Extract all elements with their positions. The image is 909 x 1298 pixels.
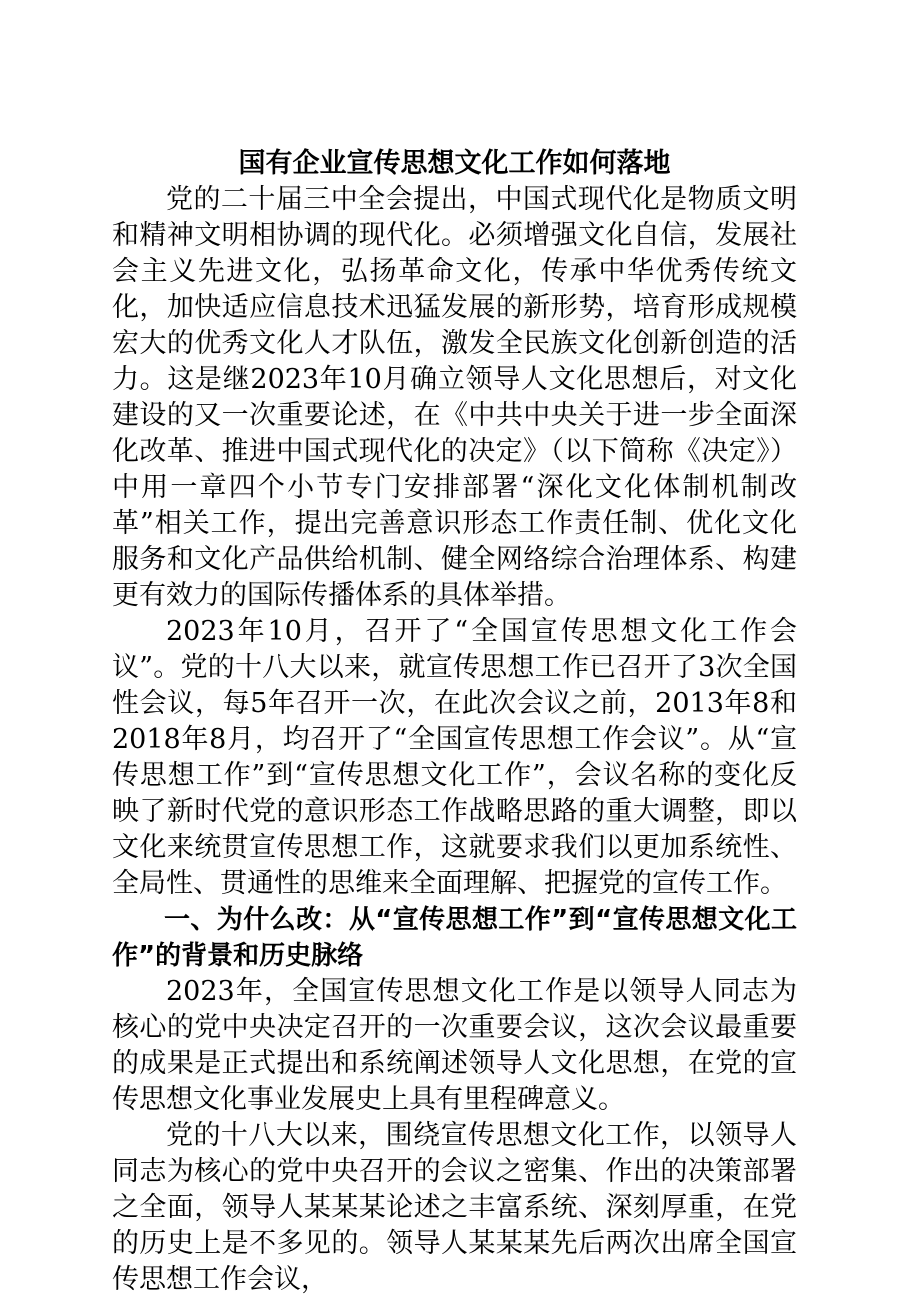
document-body	[112, 182, 797, 1298]
paragraph-intro: 党的二十届三中全会提出，中国式现代化是物质文明和精神文明相协调的现代化。必须增强文化自信，发展社会主义先进文化，弘扬革命文化，传承中华优秀传统文化，加快适应信息技术迅猛发展的新形势，培育形成规模宏大的优秀文化人才队伍，激发全民族文化创新创造的活力。这是继2023年10月确立领导人文化思想后，对文化建设的又一次重要论述，在《中共中央关于进一步全面深化改革、推进中国式现代化的决定》（以下简称《决定》）中用一章四个小节专门安排部署“深化文化体制机制改革”相关工作，提出完善意识形态工作责任制、优化文化服务和文化产品供给机制、健全网络综合治理体系、构建更有效力的国际传播体系的具体举措。	[112, 184, 797, 611]
document-title: 国有企业宣传思想文化工作如何落地	[238, 148, 671, 179]
paragraph-section-2: 党的十八大以来，围绕宣传思想文化工作，以领导人同志为核心的党中央召开的会议之密集、作出的决策部署之全面，领导人某某某论述之丰富系统、深刻厚重，在党的历史上是不多见的。领导人某某某先后两次出席全国宣传思想工作会议，	[112, 1120, 797, 1295]
paragraph-meeting: 2023年10月，召开了“全国宣传思想文化工作会议”。党的十八大以来，就宣传思想工作已召开了3次全国性会议，每5年召开一次，在此次会议之前，2013年8和2018年8月，均召开了“全国宣传思想工作会议”。从“宣传思想工作”到“宣传思想文化工作”，会议名称的变化反映了新时代党的意识形态工作战略思路的重大调整，即以文化来统贯宣传思想工作，这就要求我们以更加系统性、全局性、贯通性的思维来全面理解、把握党的宣传工作。	[112, 616, 797, 899]
paragraph-section-1: 2023年，全国宣传思想文化工作是以领导人同志为核心的党中央决定召开的一次重要会议，这次会议最重要的成果是正式提出和系统阐述领导人文化思想，在党的宣传思想文化事业发展史上具有里程碑意义。	[112, 976, 797, 1115]
section-heading: 一、为什么改：从“宣传思想工作”到“宣传思想文化工作”的背景和历史脉络	[112, 905, 797, 971]
